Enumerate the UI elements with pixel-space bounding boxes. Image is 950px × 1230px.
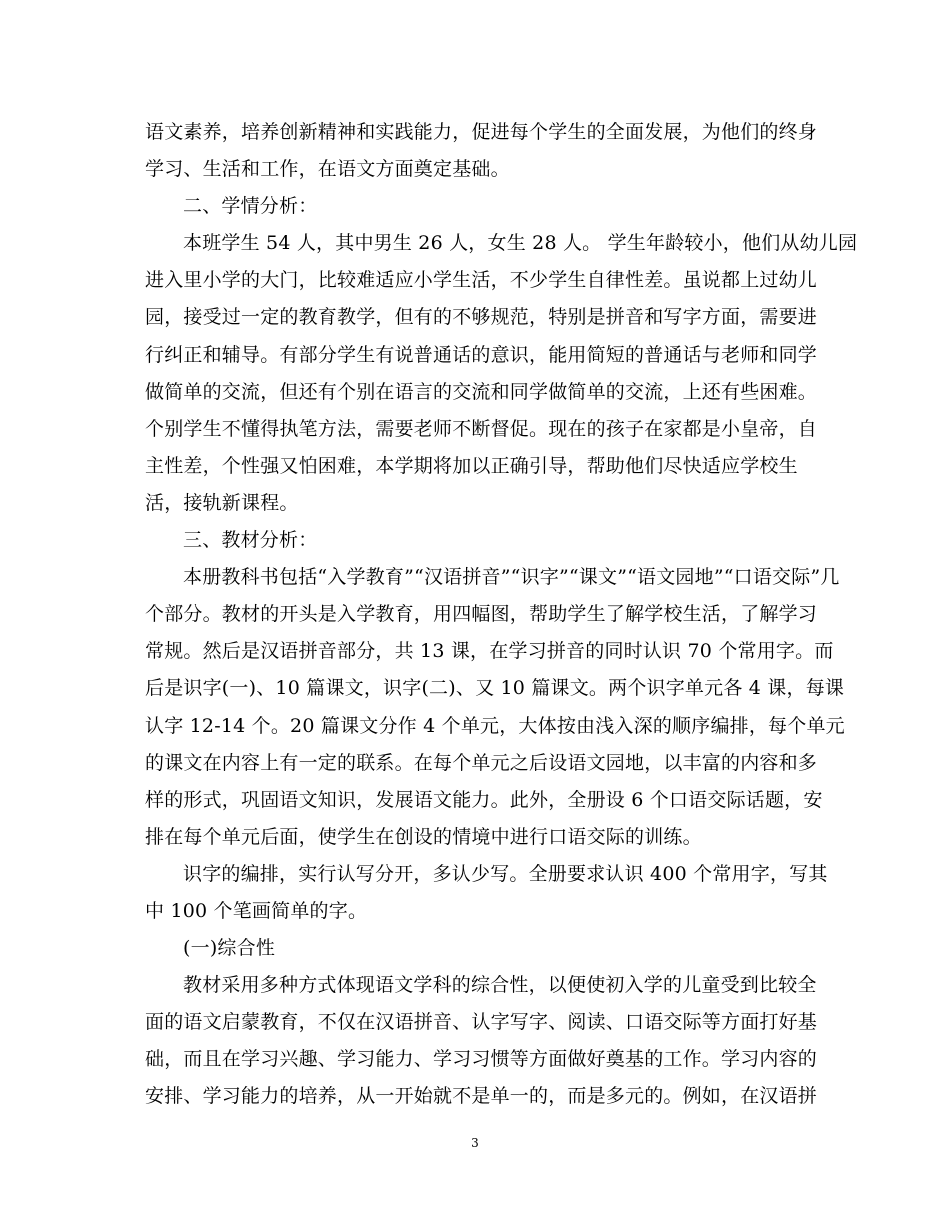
text-line: 础，而且在学习兴趣、学习能力、学习习惯等方面做好奠基的工作。学习内容的 xyxy=(145,1048,818,1071)
document-body xyxy=(145,114,858,1116)
text-line: 本册教科书包括“入学教育”“汉语拼音”“识字”“课文”“语文园地”“口语交际”几 xyxy=(183,566,840,589)
text-line: 进入里小学的大门，比较难适应小学生活，不少学生自律性差。虽说都上过幼儿 xyxy=(145,269,818,292)
text-line: 排在每个单元后面，使学生在创设的情境中进行口语交际的训练。 xyxy=(145,825,702,848)
text-line: 个别学生不懂得执笔方法，需要老师不断督促。现在的孩子在家都是小皇帝，自 xyxy=(145,417,818,440)
text-line: 后是识字(一)、10 篇课文，识字(二)、又 10 篇课文。两个识字单元各 4 课，每课 xyxy=(145,677,845,700)
text-line: 行纠正和辅导。有部分学生有说普通话的意识，能用简短的普通话与老师和同学 xyxy=(145,343,818,366)
text-line: 面的语文启蒙教育，不仅在汉语拼音、认字写字、阅读、口语交际等方面打好基 xyxy=(145,1011,818,1034)
text-line: 安排、学习能力的培养，从一开始就不是单一的，而是多元的。例如，在汉语拼 xyxy=(145,1085,818,1108)
section-heading: 三、教材分析： xyxy=(183,529,318,552)
text-line: 做简单的交流，但还有个别在语言的交流和同学做简单的交流，上还有些困难。 xyxy=(145,380,818,403)
text-line: 教材采用多种方式体现语文学科的综合性，以便使初入学的儿童受到比较全 xyxy=(183,974,817,997)
subsection-heading: (一)综合性 xyxy=(183,937,276,960)
text-line: 中 100 个笔画简单的字。 xyxy=(145,899,368,922)
text-line: 的课文在内容上有一定的联系。在每个单元之后设语文园地，以丰富的内容和多 xyxy=(145,751,818,774)
text-line: 园，接受过一定的教育教学，但有的不够规范，特别是拼音和写字方面，需要进 xyxy=(145,306,818,329)
text-line: 本班学生 54 人，其中男生 26 人，女生 28 人。 学生年龄较小，他们从幼儿园 xyxy=(183,232,858,255)
text-line: 识字的编排，实行认写分开，多认少写。全册要求认识 400 个常用字，写其 xyxy=(183,862,828,885)
page-number: 3 xyxy=(471,1136,479,1150)
text-line: 学习、生活和工作，在语文方面奠定基础。 xyxy=(145,158,510,181)
text-line: 语文素养，培养创新精神和实践能力，促进每个学生的全面发展，为他们的终身 xyxy=(145,121,818,143)
text-line: 个部分。教材的开头是入学教育，用四幅图，帮助学生了解学校生活，了解学习 xyxy=(145,603,818,626)
text-line: 活，接轨新课程。 xyxy=(145,491,299,514)
text-line: 主性差，个性强又怕困难，本学期将加以正确引导，帮助他们尽快适应学校生 xyxy=(145,454,798,477)
text-line: 常规。然后是汉语拼音部分，共 13 课，在学习拼音的同时认识 70 个常用字。而 xyxy=(145,640,834,663)
section-heading: 二、学情分析： xyxy=(183,195,318,218)
text-line: 样的形式，巩固语文知识，发展语文能力。此外，全册设 6 个口语交际话题，安 xyxy=(145,788,823,811)
text-line: 认字 12-14 个。20 篇课文分作 4 个单元，大体按由浅入深的顺序编排，每个单元 xyxy=(145,714,845,737)
